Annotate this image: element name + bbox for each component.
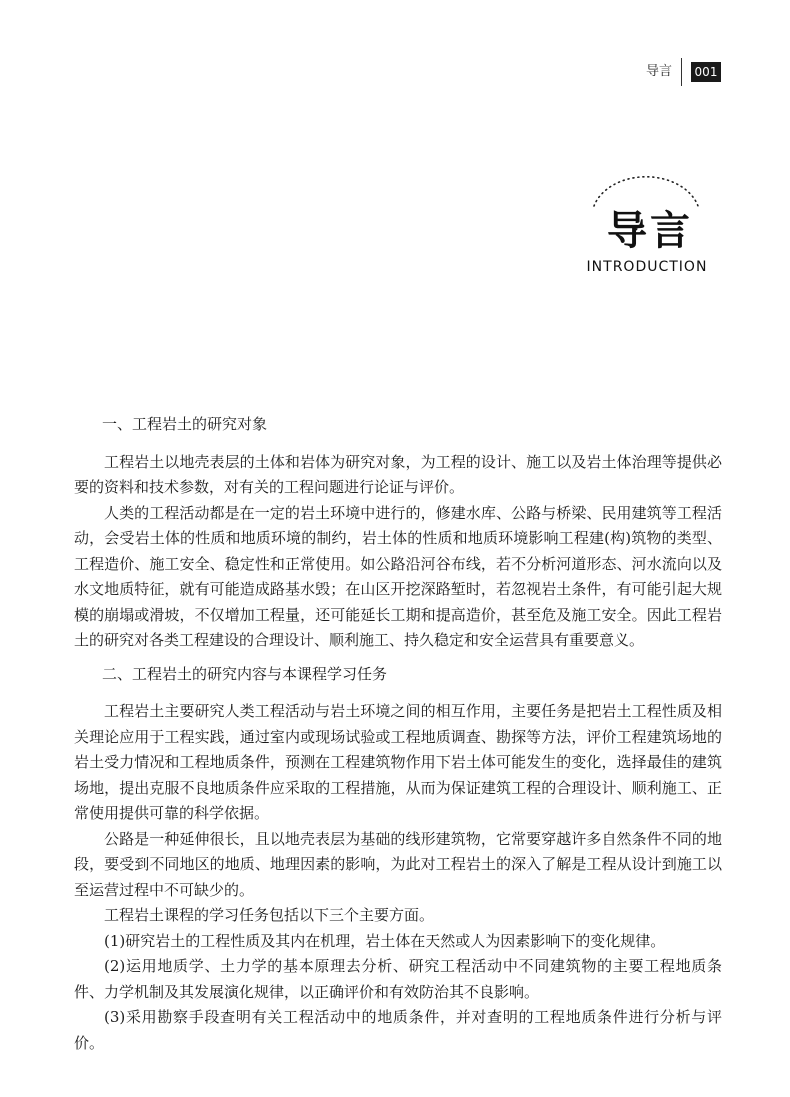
page-number-badge: 001 [691, 62, 721, 82]
list-item: (1)研究岩土的工程性质及其内在机理，岩土体在天然或人为因素影响下的变化规律。 [104, 931, 666, 950]
running-title: 导言 [645, 64, 672, 79]
body-text [74, 412, 722, 1056]
decorative-dotted-arc [586, 160, 706, 210]
header-divider [681, 58, 682, 86]
chapter-subtitle: INTRODUCTION [586, 259, 708, 275]
paragraph: 工程岩土课程的学习任务包括以下三个主要方面。 [104, 906, 435, 924]
paragraph: 工程岩土以地壳表层的土体和岩体为研究对象，为工程的设计、施工以及岩土体治理等提供必要的资料和技术参数，对有关的工程问题进行论证与评价。 [74, 452, 722, 496]
list-item: (2)运用地质学、土力学的基本原理去分析、研究工程活动中不同建筑物的主要工程地质条件、力学机制及其发展演化规律，以正确评价和有效防治其不良影响。 [74, 957, 722, 1001]
paragraph: 工程岩土主要研究人类工程活动与岩土环境之间的相互作用，主要任务是把岩土工程性质及相关理论应用于工程实践，通过室内或现场试验或工程地质调查、勘探等方法，评价工程建筑场地的岩土受力情况和工程地质条件，预测在工程建筑物作用下岩土体可能发生的变化，选择最佳的建筑场地，提出克服不良地质条件应采取的工程措施，从而为保证建筑工程的合理设计、顺利施工、正常使用提供可靠的科学依据。 [74, 702, 722, 822]
list-item: (3)采用勘察手段查明有关工程活动中的地质条件，并对查明的工程地质条件进行分析与评价。 [74, 1008, 722, 1052]
section-heading: 二、工程岩土的研究内容与本课程学习任务 [102, 664, 388, 683]
paragraph: 人类的工程活动都是在一定的岩土环境中进行的，修建水库、公路与桥梁、民用建筑等工程活动，会受岩土体的性质和地质环境的制约，岩土体的性质和地质环境影响工程建(构)筑物的类型、工程造价、施工安全、稳定性和正常使用。如公路沿河谷布线，若不分析河道形态、河水流向以及水文地质特征，就有可能造成路基水毁；在山区开挖深路堑时，若忽视岩土条件，有可能引起大规模的崩塌或滑坡，不仅增加工程量，还可能延长工期和提高造价，甚至危及施工安全。因此工程岩土的研究对各类工程建设的合理设计、顺利施工、持久稳定和安全运营具有重要意义。 [74, 503, 722, 649]
chapter-title: 导言 [607, 208, 693, 254]
section-heading: 一、工程岩土的研究对象 [102, 415, 268, 433]
paragraph: 公路是一种延伸很长，且以地壳表层为基础的线形建筑物，它常要穿越许多自然条件不同的地段，要受到不同地区的地质、地理因素的影响，为此对工程岩土的深入了解是工程从设计到施工以至运营过程中不可缺少的。 [74, 829, 722, 899]
